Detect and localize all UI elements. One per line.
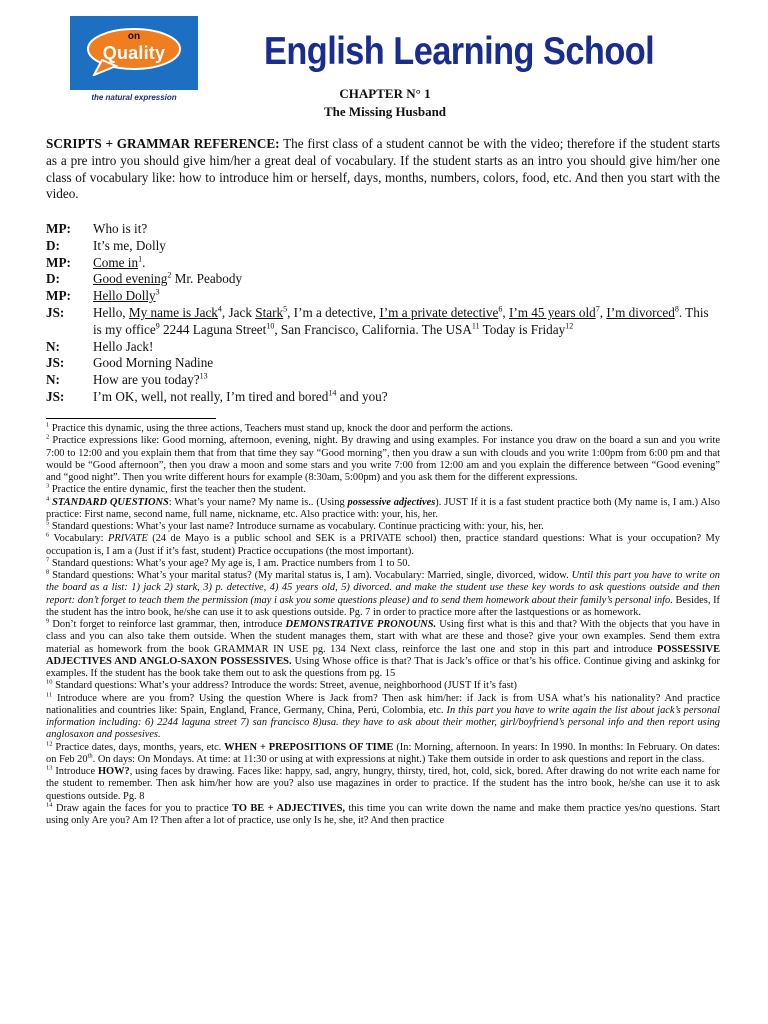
text-run: Using first what is this and that? With the objects that you have in class and you can also take them outside. When the student manages them, start with what are these and those? give your own examples. Send them extra material as homework from the book GRAMMAR IN USE pg. 134 Next class, reinforce the last one and stop in this part and introduce [46,619,720,655]
footnote-ref: 5 [283,304,288,314]
footnote-divider [46,418,216,419]
text-run: How are you today? [93,372,200,388]
footnote-item [46,680,720,692]
dialogue-line [46,271,720,288]
dialogue-line [46,221,720,238]
footnote-ref: 10 [46,678,53,686]
footnote-ref: 11 [46,691,53,699]
text-run: Practice the entire dynamic, first the teacher then the student. [49,484,307,496]
text-run: Standard questions: What’s your last name? Introduce surname as vocabulary. Continue practicing with: your, his, her. [49,521,544,532]
speaker-label: N: [46,372,60,388]
footnote-ref: 5 [46,519,50,527]
footnote-ref: 7 [46,556,50,564]
dialogue-text [93,238,720,255]
speaker-label: JS: [46,388,65,404]
text-run: Introduce [52,766,98,777]
speaker-label: N: [46,338,60,354]
text-run: PRIVATE [107,533,148,545]
speaker-label: D: [46,237,60,253]
text-run: , San Francisco, California. The USA [274,321,472,337]
footnote-ref: 2 [46,433,50,441]
text-run: STANDARD QUESTIONS [52,496,169,508]
text-run: Draw again the faces for you to practice [52,802,233,814]
text-run: Standard questions: What’s your marital status? (My marital status is, I am). Vocabulary: Married, single, divorced, widow. [49,570,572,581]
text-run: . [142,254,146,270]
text-run: Hello, [93,304,129,320]
footnote-item [46,619,720,680]
footnote-ref: 11 [471,321,480,331]
school-logo [70,16,198,90]
footnote-ref: 1 [46,421,50,429]
dialogue-script [46,221,720,406]
footnotes [46,423,720,827]
speaker-label: MP: [46,254,71,270]
text-run: Today is Friday [479,321,566,337]
chapter-title: The Missing Husband [323,104,447,119]
text-run: , Jack [221,304,256,320]
chapter-heading: CHAPTER N° 1 [339,86,431,101]
dialogue-text [93,372,720,389]
text-run: Come in [93,254,139,270]
footnote-ref: 13 [199,371,208,381]
dialogue-text [93,339,720,356]
text-run: Hello Jack! [93,338,154,354]
speaker-label: MP: [46,288,71,304]
intro-text: The first class of a student cannot be with the video; therefore if the student starts as a pre intro you should give him/her a great deal of vocabulary. If the student starts as an intro you should give him/her one class of vocabulary like: how to introduce him or herself, days, months, numbers, colors, food, etc. And then you start with the video. [46,136,721,202]
text-run: Standard questions: What’s your age? My age is, I am. Practice numbers from 1 to 50. [49,557,411,569]
text-run: Who is it? [93,221,148,236]
text-run: 2244 Laguna Street [159,321,267,337]
dialogue-line [46,255,720,272]
dialogue-text [93,288,720,305]
text-run: Until this part you have to write on the board as a list: 1) jack 2) stark, 3) p. detective, 4) 45 years old, 5) divorced. and make the student use these key words to ask questions outside and then report: don’t forget to teach them the permission (may i ask you some questions please) and to send them homework about their family’s personal info. [46,570,721,606]
text-run: possessive adjectives [347,496,436,508]
footnote-item [46,803,720,828]
text-run: Using Whose office is that? That is Jack’s office or that’s his office. Continue giving and askinkg for examples. If the student has the book take them out to ask the questions from pg. 15 [46,655,720,679]
logo-tagline: the natural expression [91,93,177,102]
footnote-ref: 12 [46,740,53,748]
school-title: English Learning School [264,30,655,73]
text-run: Don’t forget to reinforce last grammar, then, introduce [49,619,286,630]
footnote-item [46,742,720,767]
text-run: , using faces by drawing. Faces like: happy, sad, angry, hungry, thirsty, tired, hot, cold, sick, bored. After drawing do not write each name for the student to remember. Then ask him/her how are you? also use magazines in order to practice. If the student has the intro book, he/she can use it to ask questions outside. Pg. 8 [46,766,720,802]
footnote-item [46,521,720,533]
text-run: HOW? [97,766,130,777]
intro-lead: SCRIPTS + GRAMMAR REFERENCE: [46,136,280,151]
text-run: : What’s your name? My name is.. (Using [168,496,348,508]
footnote-ref: 8 [46,568,50,576]
dialogue-text [93,305,720,339]
footnote-item [46,570,720,619]
text-run: I’m divorced [606,304,675,320]
text-run: this time you can write down the name and make them practice yes/no questions. Start using only Are you? Am I? Then after a lot of practice, use only Is he, she, it? And then practice [46,802,721,826]
text-run: Mr. Peabody [171,271,243,287]
footnote-ref: 9 [155,321,160,331]
dialogue-line [46,288,720,305]
text-run: Good evening [93,271,168,287]
text-run: Standard questions: What’s your address? Introduce the words: Street, avenue, neighborhood (JUST If it’s fast) [52,680,517,692]
text-run: . On days: On Mondays. At time: at 11:30 or using at with expressions at night.) Take them outside in order to ask questions and report in the class. [92,753,705,765]
footnote-ref: 3 [155,287,160,297]
text-run: , [502,304,509,320]
dialogue-line [46,389,720,406]
text-run: Introduce where are you from? Using the question Where is Jack from? Then ask him/her: if Jack is from USA what’s his nationality? And practice nationalities and countries like: Spain, England, France, Germany, China, Perú, Colombia, etc. [46,692,720,716]
dialogue-line [46,238,720,255]
footnote-ref: 4 [217,304,222,314]
footnote-ref: 7 [595,304,600,314]
dialogue-text [93,221,720,238]
footnote-ref: 6 [498,304,503,314]
text-run: (24 de Mayo is a public school and SEK is a PRIVATE school) then, practice standard questions: What is your occupation? My occupation is, I am a (Just if it’s fast, student) Practice occupations (the most important). [46,533,720,557]
footnote-ref: 8 [674,304,679,314]
dialogue-text [93,255,720,272]
dialogue-line [46,305,720,339]
text-run: Vocabulary: [49,533,108,545]
text-run: Practice dates, days, months, years, etc. [52,741,225,753]
text-run: . This is my office [93,304,709,337]
text-run: Hello Dolly [93,288,156,304]
text-run: Stark [255,304,284,320]
footnote-item [46,693,720,742]
text-run: Practice this dynamic, using the three actions, Teachers must stand up, knock the door and perform the actions. [49,423,513,434]
dialogue-line [46,372,720,389]
text-run: My name is Jack [128,304,218,320]
footnote-ref: 13 [46,764,53,772]
text-run: DEMONSTRATIVE PRONOUNS. [285,619,437,630]
footnote-ref: 2 [167,271,172,280]
speaker-label: JS: [46,304,65,320]
text-run: TO BE + ADJECTIVES, [232,802,345,814]
footnote-ref: 9 [46,617,50,625]
footnote-item [46,766,720,803]
text-run: I’m a private detective [379,304,499,320]
footnote-ref: 10 [266,321,275,331]
footnote-ref: 1 [138,254,143,264]
text-run: (In: Morning, afternoon. In years: In 1990. In months: In February. On dates: on Feb 20 [46,741,720,765]
footnote-ref: 4 [46,495,50,503]
footnote-ref: 14 [328,388,337,398]
dialogue-text [93,355,720,372]
footnote-item [46,484,720,496]
text-run: POSSESSIVE ADJECTIVES AND ANGLO-SAXON POSSESSIVES. [46,643,720,667]
text-run: I’m 45 years old [508,304,596,320]
footnote-item [46,558,720,570]
footnote-item [46,497,720,522]
footnote-item [46,533,720,558]
text-run: , [599,304,607,320]
text-run: , I’m a detective, [287,304,380,320]
speaker-label: JS: [46,355,65,371]
text-run: Good Morning Nadine [93,355,214,371]
speaker-label: D: [46,271,60,287]
text-run: WHEN + PREPOSITIONS OF TIME [224,741,394,753]
text-run: and you? [336,388,388,404]
speaker-label: MP: [46,221,71,236]
text-run: In this part you have to write again the list about jack’s personal information including: 6) 2244 laguna street 7) san francisco 8)usa. they have to ask about their mother, girl/boyfriend’s personal info and then report using anglosaxon and possesives. [46,704,721,741]
text-run: Besides, If the student has the intro book, he/she can use it to ask questions outside. Pg. 7 in order to practice more after the lastquestions or as homework. [46,594,720,618]
footnote-item [46,423,720,435]
footnote-ref: 12 [565,321,574,331]
footnote-item [46,435,720,484]
dialogue-text [93,389,720,406]
text-run: I’m OK, well, not really, I’m tired and bored [93,388,329,404]
footnote-ref: 3 [46,482,50,490]
logo-brand-text: Quality [102,43,166,63]
text-run: ). JUST If it is a fast student practice both (My name is, I am.) Also practice: First name, second name, full name, nickname, etc. Also practice with: your, his, her. [46,496,720,520]
intro-paragraph [46,136,720,203]
dialogue-line [46,355,720,372]
footnote-ref: 14 [46,801,53,809]
dialogue-text [93,271,720,288]
text-run: Practice expressions like: Good morning, afternoon, evening, night. By drawing and using examples. For instance you draw on the board a sun and you write 7:00 to 12:00 and you explain them that from that time they say “Good morning”, then you draw a sun with clouds and you write 1:00pm from 6:00 pm and that would be “Good afternoon”, then you draw a moon and some stars and you write 7:00 from 12:00 am and you explain the difference between “Good evening” and “good night”. Then you write different hours for example (8:30am, 5:00pm) and you ask them for the different expressions. [46,435,720,483]
text-run: It’s me, Dolly [93,237,166,253]
dialogue-line [46,339,720,356]
footnote-ref: 6 [46,531,50,539]
footnote-ref: th [87,752,93,760]
logo-on-text: on [127,31,141,42]
